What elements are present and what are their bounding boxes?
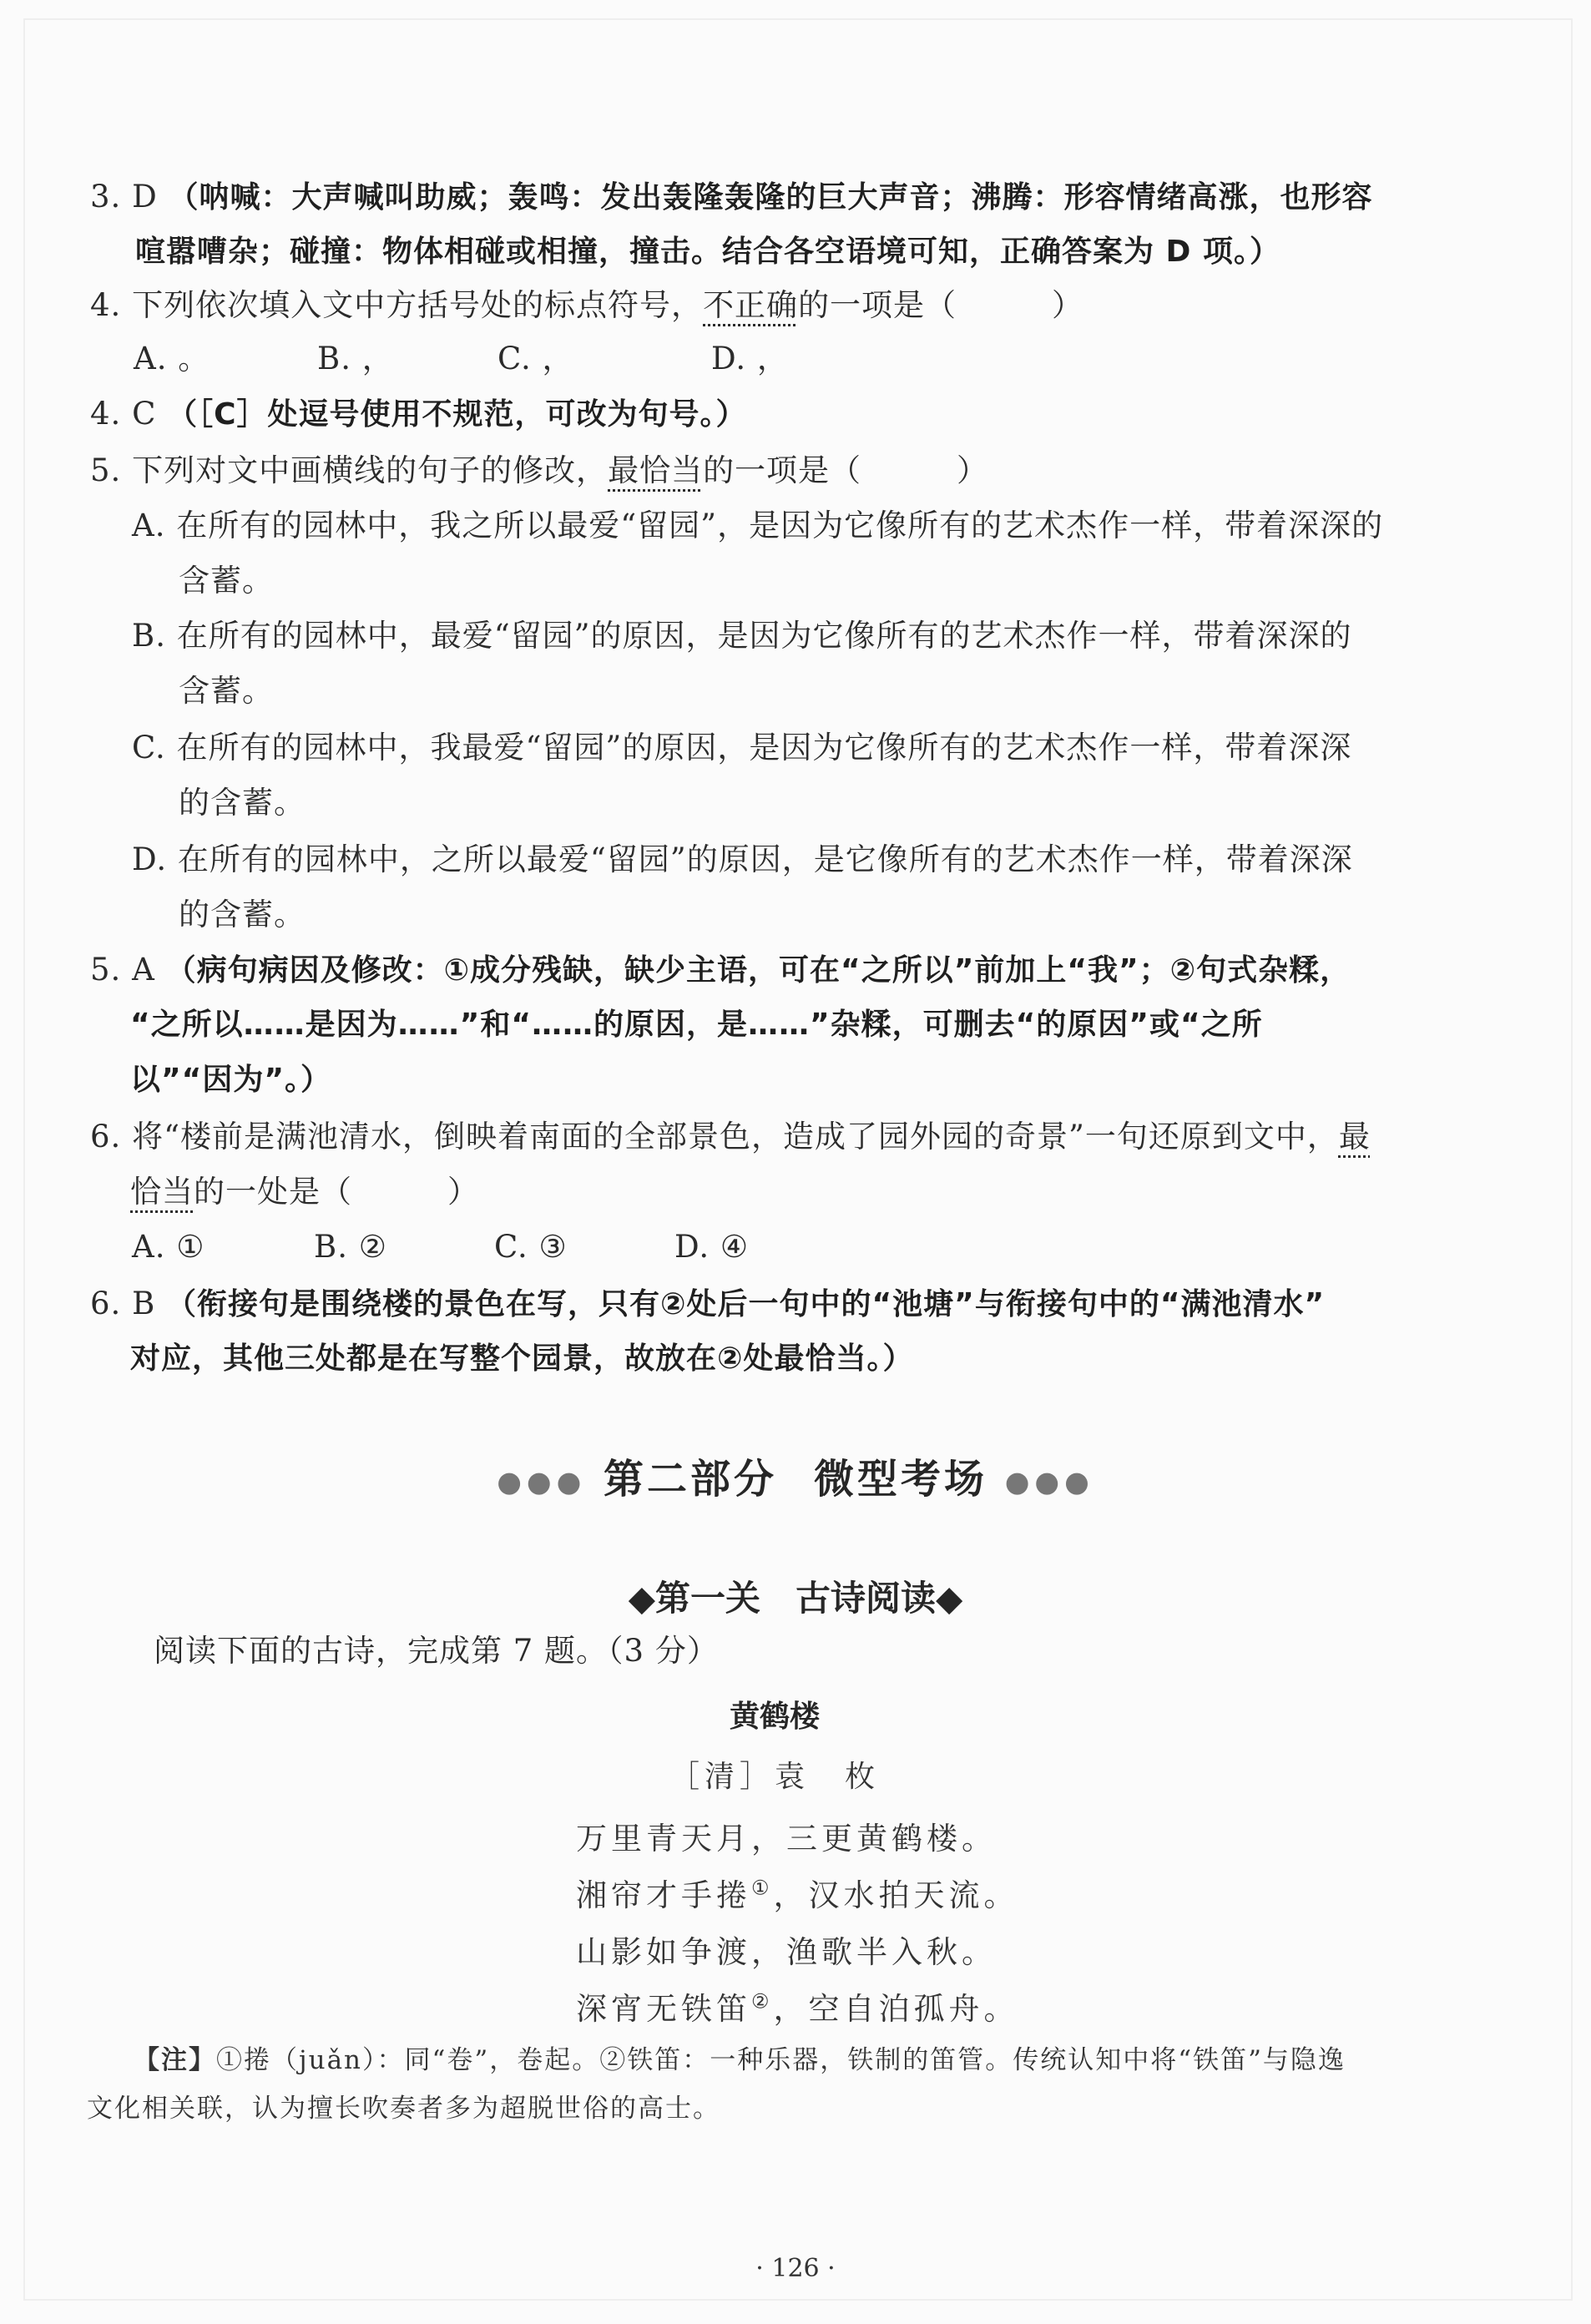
- poem-author: ［清］袁 枚: [669, 1760, 880, 1794]
- question-5: [90, 449, 988, 493]
- question-4-option-d: D. ，: [711, 341, 789, 376]
- answer-6-explanation-line2: 对应，其他三处都是在写整个园景，故放在②处最恰当。）: [130, 1341, 914, 1376]
- section-title: 微型考场: [814, 1456, 988, 1503]
- answer-4-explanation: （［C］处逗号使用不规范，可改为句号。）: [167, 397, 747, 432]
- poem-line-2: [576, 1870, 1019, 1915]
- question-5-option-d-line1: D. 在所有的园林中，之所以最爱“留园”的原因，是它像所有的艺术杰作一样，带着深深: [132, 841, 1353, 877]
- footnote-marker-2: ②: [751, 1989, 774, 2013]
- question-6-line1: [90, 1115, 1371, 1159]
- poem-line-3: [576, 1927, 997, 1972]
- question-4-blank: 的一项是（ ）: [798, 287, 1084, 323]
- page-number: · 126 ·: [755, 2254, 836, 2283]
- question-6-option-c: C. ③: [494, 1229, 568, 1265]
- answer-5-explanation-line1: （病句病因及修改：①成分残缺，缺少主语，可在“之所以”前加上“我”；②句式杂糅，: [165, 953, 1351, 988]
- answer-4: [90, 392, 747, 437]
- answer-5-explanation-line2: “之所以……是因为……”和“……的原因，是……”杂糅，可删去“的原因”或“之所: [130, 1008, 1263, 1042]
- poem-line-4-rest: ，空自泊孤舟。: [773, 1991, 1019, 2027]
- question-5-blank: 的一项是（ ）: [703, 452, 989, 488]
- note-text-line1: ①捲（juǎn）：同“卷”，卷起。②铁笛：一种乐器，铁制的笛管。传统认知中将“铁笛”与隐逸: [216, 2045, 1346, 2075]
- poem-line-2-rest: ，汉水拍天流。: [773, 1877, 1019, 1913]
- poem-line-1-text: 万里青天月，三更黄鹤楼。: [576, 1821, 997, 1857]
- question-6-stem: 6. 将“楼前是满池清水，倒映着南面的全部景色，造成了园外园的奇景”一句还原到文中，: [90, 1119, 1339, 1154]
- answer-6-explanation-line1: （衔接句是围绕楼的景色在写，只有②处后一句中的“池塘”与衔接句中的“满池清水”: [166, 1287, 1326, 1321]
- question-6-blank: 的一处是（ ）: [194, 1174, 479, 1210]
- section-bullets-left: ●●●: [497, 1465, 587, 1499]
- poem-note-line2: 文化相关联，认为擅长吹奏者多为超脱世俗的高士。: [87, 2094, 720, 2124]
- question-6-option-b: B. ②: [314, 1229, 387, 1265]
- poem-line-3-text: 山影如争渡，渔歌半入秋。: [576, 1934, 997, 1970]
- question-4-option-c: C. ，: [498, 341, 574, 376]
- answer-5: [90, 948, 1351, 993]
- poem-line-2-text: 湘帘才手捲: [576, 1877, 751, 1913]
- question-4-stem: 4. 下列依次填入文中方括号处的标点符号，: [90, 287, 704, 323]
- reading-instruction: 阅读下面的古诗，完成第 7 题。（3 分）: [154, 1633, 719, 1669]
- question-6-option-d: D. ④: [674, 1229, 750, 1265]
- question-6-line2: [130, 1170, 479, 1214]
- question-6-option-a: A. ①: [132, 1229, 205, 1265]
- question-5-option-a-line2: 含蓄。: [179, 563, 274, 599]
- question-5-option-b-line2: 含蓄。: [179, 673, 274, 709]
- answer-3-explanation-line1: （呐喊：大声喊叫助威；轰鸣：发出轰隆轰隆的巨大声音；沸腾：形容情绪高涨，也形容: [168, 180, 1373, 215]
- answer-6: [90, 1282, 1325, 1326]
- subsection-heading: ◆第一关 古诗阅读◆: [628, 1578, 963, 1619]
- answer-6-label: 6. B: [90, 1286, 156, 1321]
- answer-3-label: 3. D: [90, 179, 158, 215]
- question-5-stem: 5. 下列对文中画横线的句子的修改，: [90, 452, 609, 488]
- question-5-option-c-line2: 的含蓄。: [179, 785, 306, 821]
- question-4-option-b: B. ，: [317, 341, 394, 376]
- poem-title: 黄鹤楼: [729, 1700, 820, 1734]
- answer-5-label: 5. A: [90, 952, 155, 988]
- question-5-option-a-line1: A. 在所有的园林中，我之所以最爱“留园”，是因为它像所有的艺术杰作一样，带着深深的: [132, 508, 1384, 543]
- note-tag: 【注】: [134, 2045, 216, 2075]
- question-4-option-a: A. 。: [134, 341, 210, 376]
- footnote-marker-1: ①: [751, 1876, 774, 1900]
- question-5-option-c-line1: C. 在所有的园林中，我最爱“留园”的原因，是因为它像所有的艺术杰作一样，带着深深: [132, 730, 1352, 765]
- answer-4-label: 4. C: [90, 396, 157, 432]
- question-6-emphasis-b: 恰当: [130, 1174, 194, 1210]
- poem-line-4-text: 深宵无铁笛: [576, 1991, 751, 2027]
- question-4-emphasis: 不正确: [703, 287, 799, 323]
- question-5-option-b-line1: B. 在所有的园林中，最爱“留园”的原因，是因为它像所有的艺术杰作一样，带着深深的: [132, 618, 1352, 654]
- answer-3-explanation-line2: 喧嚣嘈杂；碰撞：物体相碰或相撞，撞击。结合各空语境可知，正确答案为 D 项。）: [135, 235, 1280, 269]
- section-heading: [0, 1452, 1591, 1509]
- answer-5-explanation-line3: 以”“因为”。）: [130, 1063, 331, 1097]
- poem-line-4: [576, 1983, 1019, 2028]
- question-4: [90, 284, 1083, 327]
- question-6-emphasis-a: 最: [1338, 1119, 1371, 1154]
- poem-note-line1: [134, 2039, 1346, 2082]
- poem-line-1: [576, 1813, 997, 1858]
- answer-3: [90, 175, 1373, 220]
- question-5-option-d-line2: 的含蓄。: [179, 897, 306, 932]
- section-bullets-right: ●●●: [1004, 1465, 1094, 1499]
- question-5-emphasis: 最恰当: [608, 452, 704, 488]
- section-part: 第二部分: [603, 1456, 777, 1503]
